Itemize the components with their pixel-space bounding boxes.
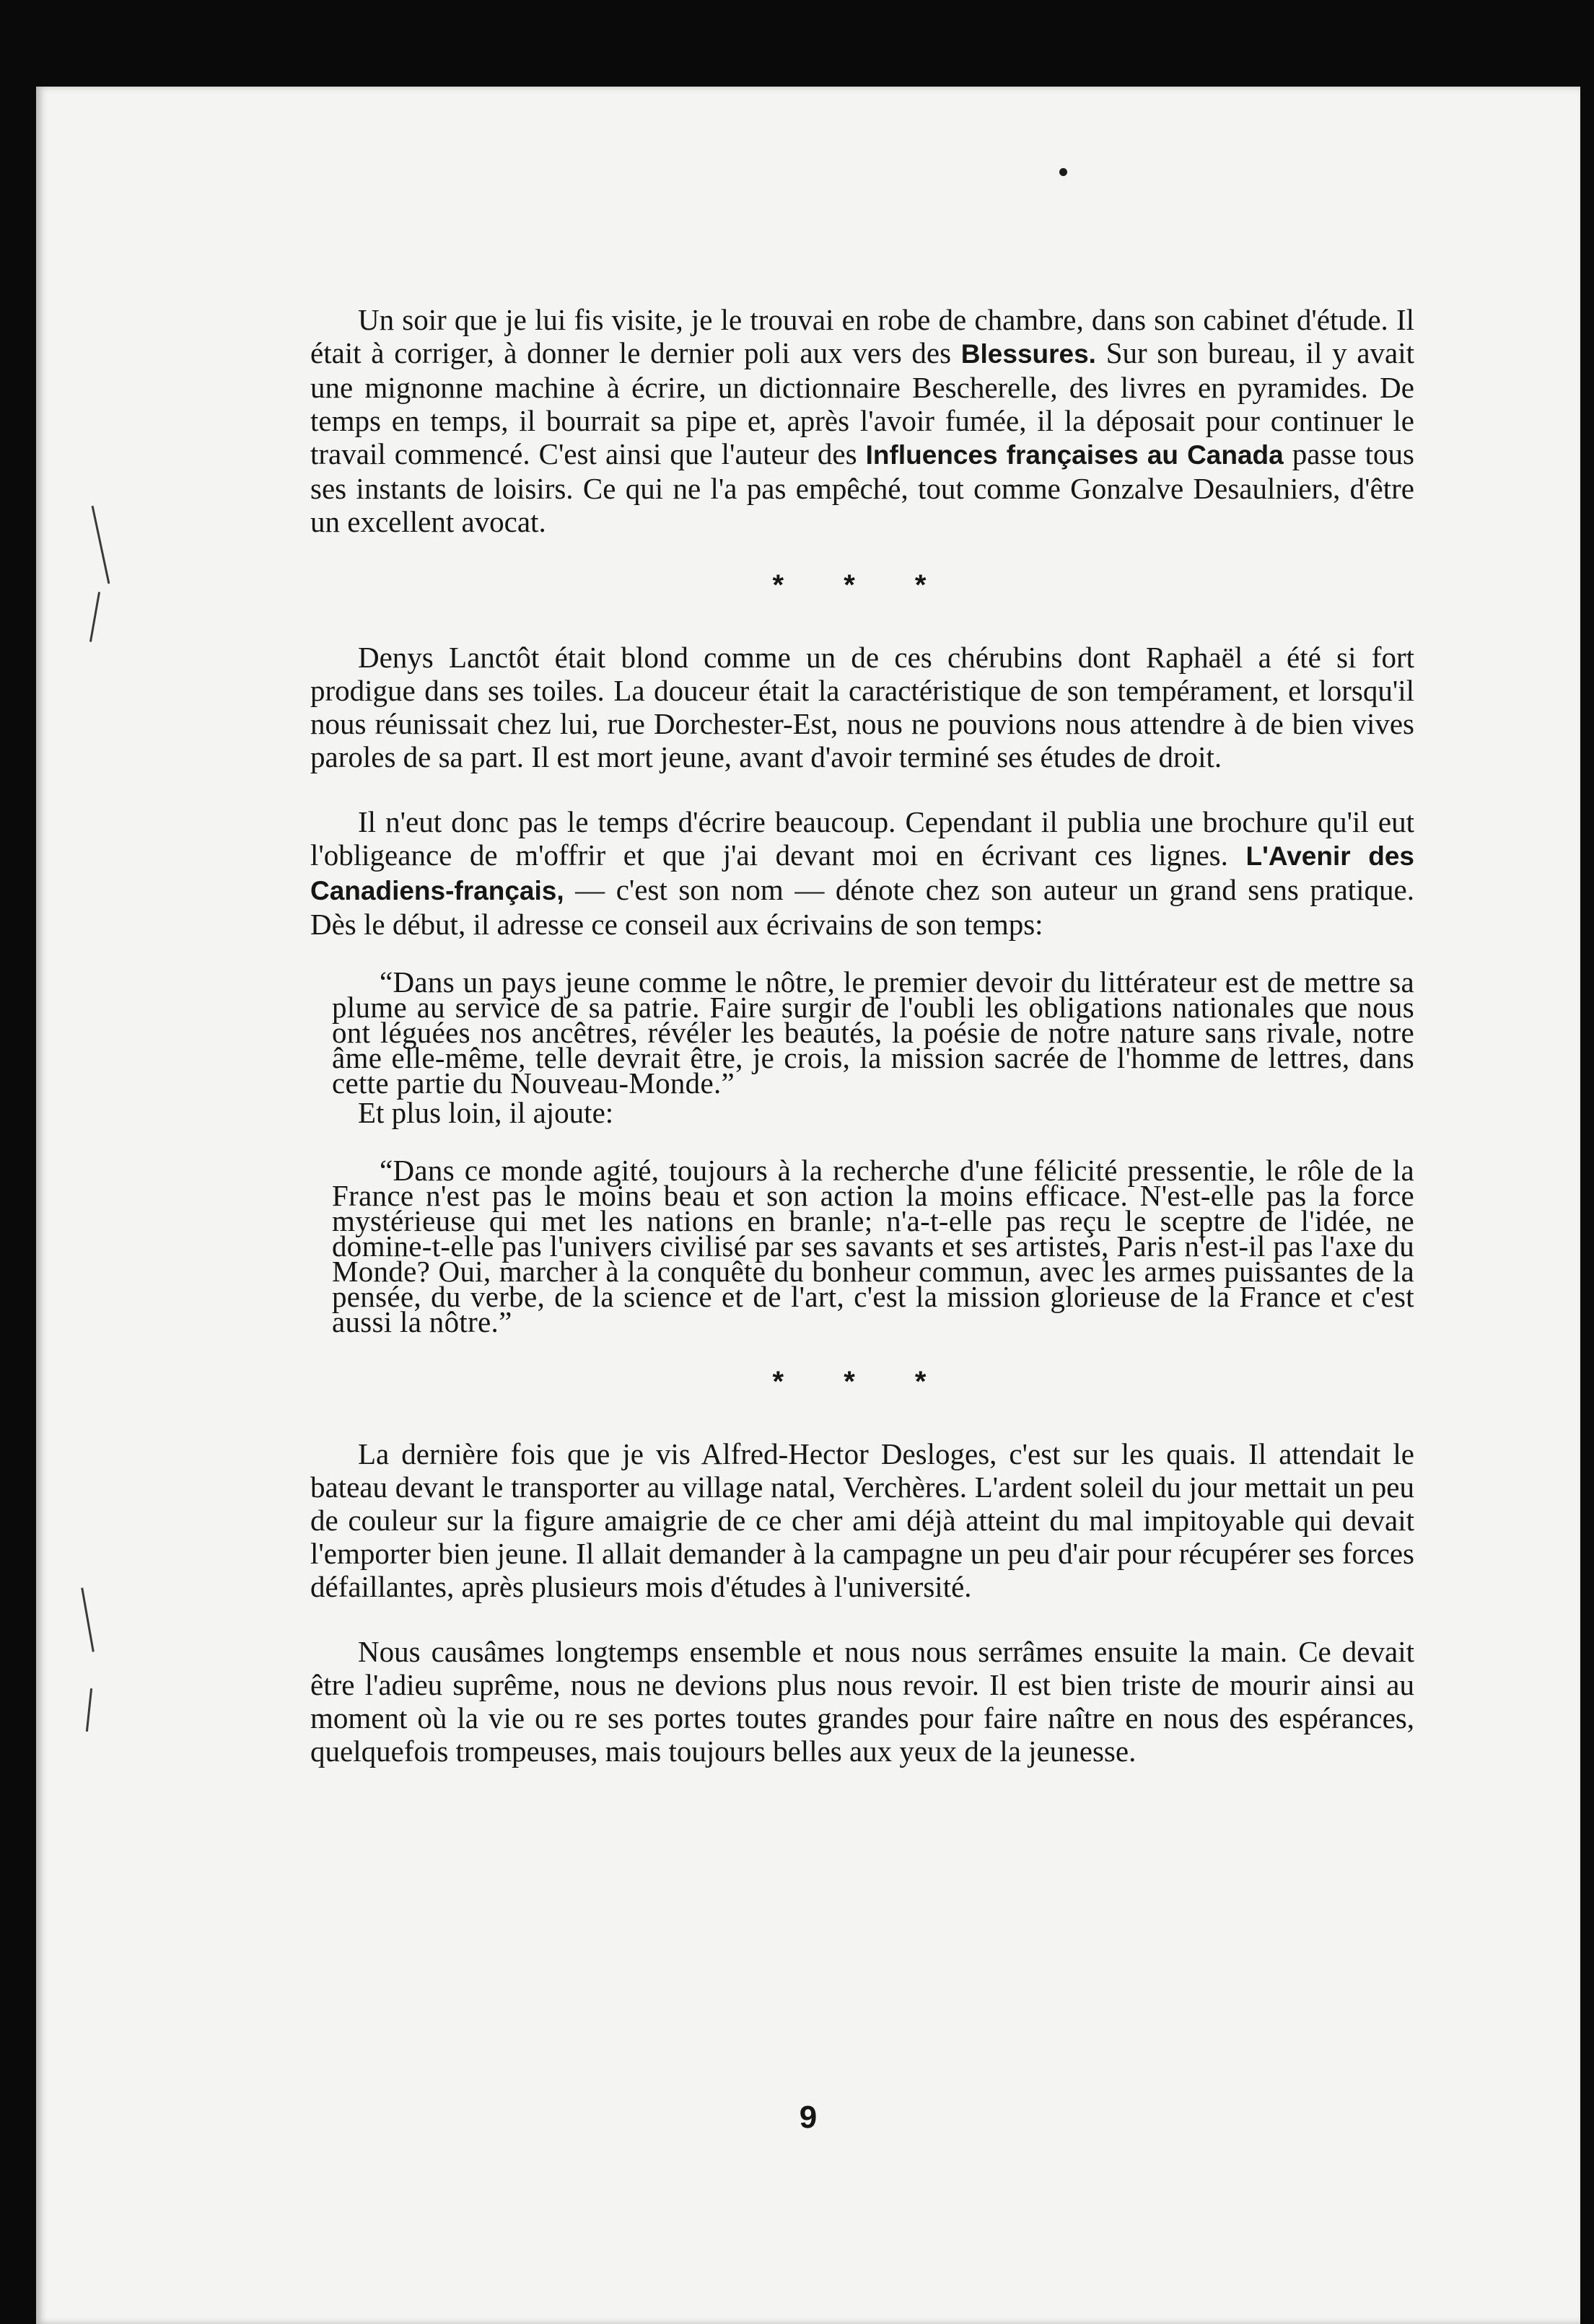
paragraph: Nous causâmes longtemps ensemble et nous nous serrâmes ensuite la main. Ce devait être l'adieu suprême, nous ne devions plus nous revoir. Il est bien triste de mourir ainsi au moment où la vie ou re ses portes toutes grandes pour faire naître en nous des espérances, quelquefois trompeuses, mais toujours belles aux yeux de la jeunesse. [310, 1635, 1414, 1768]
section-separator: * * * [772, 569, 953, 601]
margin-mark [86, 1688, 92, 1732]
paragraph: La dernière fois que je vis Alfred-Hector Desloges, c'est sur les quais. Il attendait le bateau devant le transporter au village natal, Verchères. L'ardent soleil du jour mettait un peu de couleur sur la figure amaigrie de ce cher ami déjà atteint du mal impitoyable qui devait l'emporter bien jeune. Il allait demander à la campagne un peu d'air pour récupérer ses forces défaillantes, après plusieurs mois d'études à l'université. [310, 1437, 1414, 1603]
book-title: L'Avenir des Canadiens-français, [310, 841, 1415, 906]
paragraph: Denys Lanctôt était blond comme un de ces chérubins dont Raphaël a été si fort prodigue dans ses toiles. La douceur était la caractéristique de son tempérament, et lorsqu'il nous réunissait chez lui, rue Dorchester-Est, nous ne pouvions nous attendre à de bien vives paroles de sa part. Il est mort jeune, avant d'avoir terminé ses études de droit. [310, 641, 1414, 773]
paragraph: Il n'eut donc pas le temps d'écrire beaucoup. Cependant il publia une brochure qu'il eut l'obligeance de m'offrir et que j'ai devant moi en écrivant ces lignes. L'Avenir des Canadiens-français, — c'est son nom — dénote chez son auteur un grand sens pratique. Dès le début, il adresse ce conseil aux écrivains de son temps: [310, 805, 1415, 941]
margin-mark [92, 506, 110, 584]
block-quote [310, 965, 1414, 1100]
quote-text: “Dans un pays jeune comme le nôtre, le premier devoir du littérateur est de mettre sa plume au service de sa patrie. Faire surgir de l'oubli les obligations nationales que nous ont léguées nos ancêtres, révéler les beautés, la poésie de notre nature sans rivale, notre âme elle-même, telle devrait être, je crois, la mission sacrée de l'homme de lettres, dans cette partie du Nouveau-Monde.” [332, 965, 1414, 1100]
quote-intro: Et plus loin, il ajoute: [358, 1096, 614, 1129]
quote-text: “Dans ce monde agité, toujours à la recherche d'une félicité pressentie, le rôle de la France n'est pas le moins beau et son action la moins efficace. N'est-elle pas la force mystérieuse qui met les nations en branle; n'a-t-elle pas reçu le sceptre de l'idée, ne domine-t-elle pas l'univers civilisé par ses savants et ses artistes, Paris n'est-il pas l'axe du Monde? Oui, marcher à la conquête du bonheur commun, avec les armes puissantes de la pensée, du verbe, de la science et de l'art, c'est la mission glorieuse de la France et c'est aussi la nôtre.” [332, 1154, 1414, 1338]
block-quote [310, 1154, 1414, 1338]
book-title: Influences françaises au Canada [865, 440, 1284, 470]
paragraph: Un soir que je lui fis visite, je le trouvai en robe de chambre, dans son cabinet d'étude. Il était à corriger, à donner le dernier poli aux vers des Blessures. Sur son bureau, il y avait une mignonne machine à écrire, un dictionnaire Bescherelle, des livres en pyramides. De temps en temps, il bourrait sa pipe et, après l'avoir fumée, il la déposait pour continuer le travail commencé. C'est ainsi que l'auteur des Influences françaises au Canada passe tous ses instants de loisirs. Ce qui ne l'a pas empêché, tout comme Gonzalve Desaulniers, d'être un excellent avocat. [310, 303, 1415, 538]
page-text [310, 303, 1414, 1768]
section-separator: * * * [772, 1366, 953, 1398]
ink-dot [1059, 168, 1067, 176]
margin-mark [81, 1587, 95, 1652]
margin-mark [89, 592, 100, 641]
book-page [36, 87, 1580, 2324]
book-title: Blessures. [960, 339, 1096, 369]
page-number: 9 [799, 2100, 818, 2135]
